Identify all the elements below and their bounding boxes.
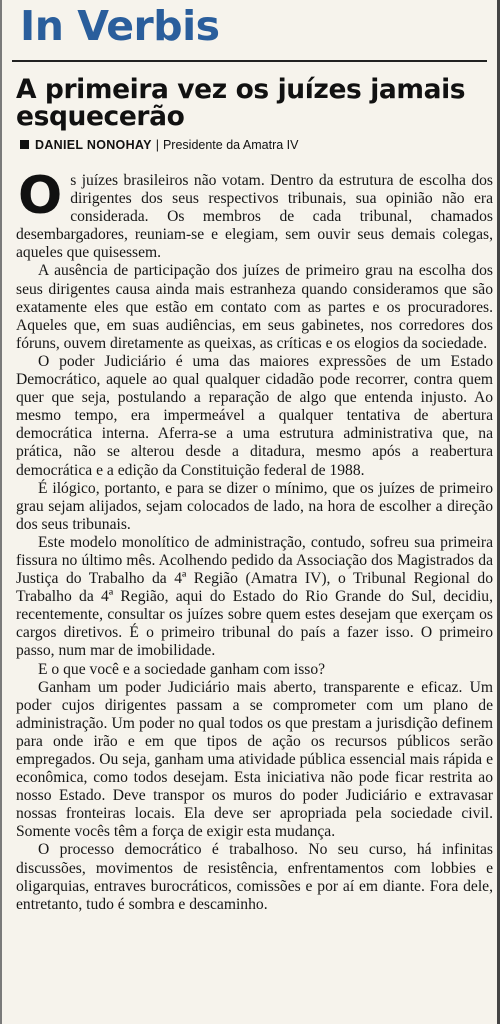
section-title: In Verbis	[20, 2, 220, 50]
article-paragraph	[16, 166, 493, 262]
author-name: DANIEL NONOHAY	[35, 138, 152, 152]
byline-square-icon	[20, 140, 29, 149]
article-paragraph: Este modelo monolítico de administração, contudo, sofreu sua primeira fissura no último mês. Acolhendo pedido da Associação dos Magistrados da Justiça do Trabalho da 4ª Região (Amatra IV), o Tribunal Regional do Trabalho da 4ª Região, aqui do Estado do Rio Grande do Sul, decidiu, recentemente, consultar os juízes sobre quem estes desejam que exerçam os cargos diretivos. É o primeiro tribunal do país a fazer isso. O primeiro passo, num mar de imobilidade.	[16, 533, 493, 660]
article-headline: A primeira vez os juízes jamais esquecerão	[16, 74, 466, 132]
paragraph-text: s juízes brasileiros não votam. Dentro da estrutura de escolha dos dirigentes dos seus respectivos tribunais, sua opinião não era considerada. Os membros de cada tribunal, chamados desembargadores, reuniam-se e elegiam, sem ouvir seus demais colegas, aqueles que quisessem.	[16, 172, 493, 262]
article-paragraph: O poder Judiciário é uma das maiores expressões de um Estado Democrático, aquele ao qual qualquer cidadão pode recorrer, contra quem quer que seja, postulando a reparação de algo que entenda injusto. Ao mesmo tempo, era impermeável a qualquer tentativa de abertura democrática interna. Aferra-se a uma estrutura administrativa que, na prática, não se alterou desde a ditadura, mesmo após a reabertura democrática e a edição da Constituição federal de 1988.	[16, 352, 493, 479]
article-paragraph: Ganham um poder Judiciário mais aberto, transparente e eficaz. Um poder cujos dirigentes passam a se comprometer com um plano de administração. Um poder no qual todos os que prestam a jurisdição definem para onde irão e em que tipos de ação os recursos públicos serão empregados. Ou seja, ganham uma atividade pública essencial mais rápida e econômica, como todos desejam. Esta iniciativa não pode ficar restrita ao nosso Estado. Deve transpor os muros do poder Judiciário e extravasar nossas fronteiras locais. Ela deve ser apropriada pela sociedade civil. Somente vocês têm a força de exigir esta mudança.	[16, 678, 493, 841]
drop-cap: O	[18, 166, 63, 226]
article-paragraph: É ilógico, portanto, e para se dizer o mínimo, que os juízes de primeiro grau sejam alijados, sejam colocados de lado, na hora de escolher a direção dos seus tribunais.	[16, 479, 493, 533]
article-paragraph: A ausência de participação dos juízes de primeiro grau na escolha dos seus dirigentes causa ainda mais estranheza quando consideramos que são exatamente eles que estão em contato com as partes e os procuradores. Aqueles que, em suas audiências, em seus gabinetes, nos corredores dos fóruns, ouvem diretamente as queixas, as críticas e os elogios da sociedade.	[16, 262, 493, 352]
article-paragraph: E o que você e a sociedade ganham com isso?	[38, 660, 326, 678]
section-divider	[12, 60, 487, 62]
byline-separator: |	[155, 138, 159, 152]
author-role: Presidente da Amatra IV	[162, 138, 299, 152]
byline	[20, 138, 298, 152]
article-body	[16, 166, 493, 914]
article-paragraph: O processo democrático é trabalhoso. No seu curso, há infinitas discussões, movimentos de resistência, enfrentamentos com lobbies e oligarquias, entraves burocráticos, comissões e por aí em diante. Fora dele, entretanto, tudo é sombra e descaminho.	[16, 841, 493, 913]
